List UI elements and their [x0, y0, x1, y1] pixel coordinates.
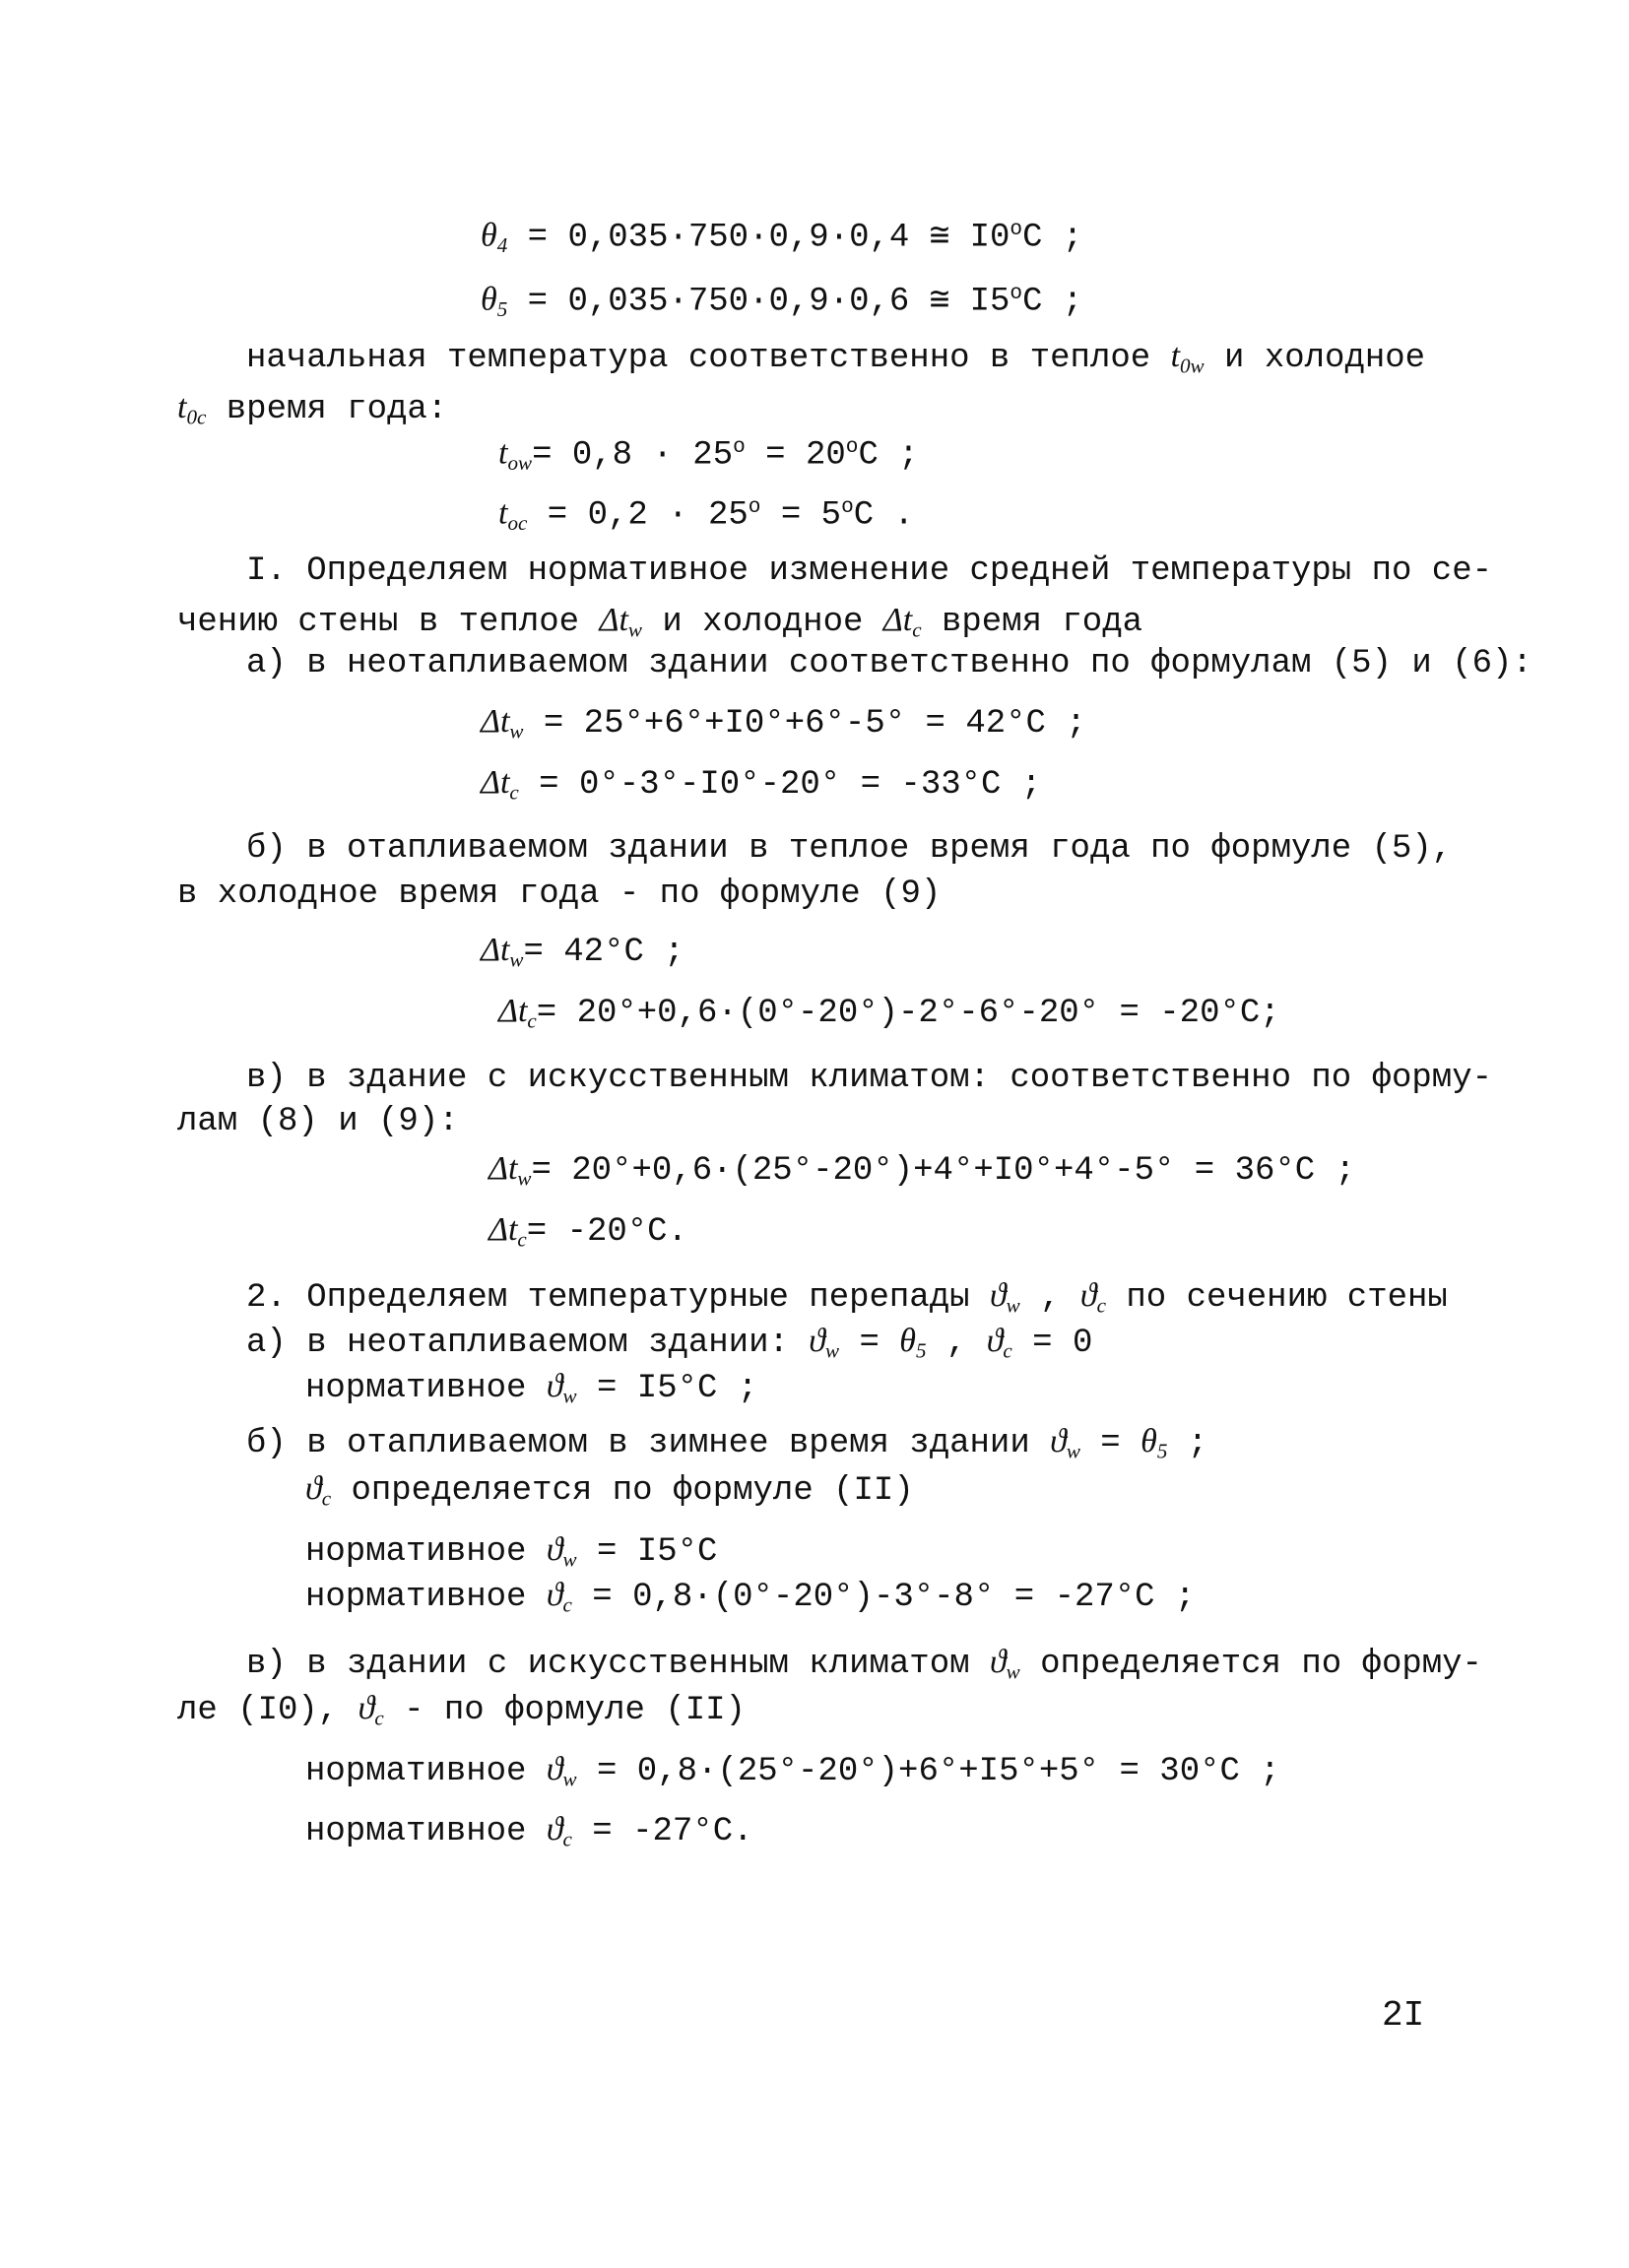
text: =	[1079, 1425, 1141, 1462]
text: - по формуле (II)	[383, 1692, 746, 1729]
symbol: ϑ	[809, 1323, 825, 1359]
section2-b-line1	[246, 1420, 1207, 1472]
symbol: θ	[481, 217, 497, 254]
section2-b-line2	[305, 1467, 914, 1520]
symbol: Δt	[882, 602, 913, 638]
subscript: w	[1006, 1659, 1020, 1684]
text: = -27°С.	[571, 1813, 753, 1850]
formula-theta5: $\theta_5 = 0,035\cdot 750\cdot 0,9\cdot 0,6$ ≅ I5$^o$С ;	[481, 281, 1083, 321]
symbol: ϑ	[1079, 1277, 1097, 1314]
subscript: 5	[496, 296, 508, 321]
subscript: c	[321, 1486, 332, 1511]
section1-c-formula2	[489, 1208, 687, 1261]
symbol: ϑ	[546, 1751, 563, 1787]
page-number: 2I	[1382, 1995, 1425, 2036]
section1-b-formula2	[498, 990, 1280, 1042]
expr: = 20°+0,6·(25°-20°)+4°+I0°+4°-5° = 36°С ;	[531, 1152, 1356, 1190]
text: и холодное	[641, 604, 883, 641]
expr: = 0,035·750·0,9·0,4 ≅ I0	[507, 219, 1010, 257]
symbol: t	[177, 389, 187, 425]
subscript: c	[562, 1827, 572, 1851]
subscript: w	[517, 1166, 532, 1191]
symbol: t	[1170, 338, 1181, 374]
text: = 0,8·(0°-20°)-3°-8° = -27°С ;	[571, 1579, 1196, 1616]
section1-c-line1: в) в здание с искусственным климатом: соответственно по форму-	[246, 1060, 1493, 1097]
unit: С ;	[858, 436, 919, 475]
symbol: ϑ	[305, 1470, 322, 1507]
subscript: c	[517, 1227, 527, 1252]
formula-theta4: $\theta_4 = 0,035\cdot 750\cdot 0,9\cdot 0,4$ ≅ I0$^o$С ;	[481, 217, 1083, 257]
section2-c-line4	[305, 1808, 753, 1860]
text: ле (I0),	[177, 1692, 358, 1729]
expr: = 20	[745, 436, 846, 475]
text: а) в неотапливаемом здании:	[246, 1325, 810, 1362]
text: ,	[1019, 1279, 1080, 1317]
text: время года	[921, 604, 1142, 641]
symbol: ϑ	[989, 1277, 1007, 1314]
section2-b-line4	[305, 1574, 1195, 1626]
text: = 0,8·(25°-20°)+6°+I5°+5° = 30°С ;	[576, 1753, 1280, 1790]
symbol: Δt	[489, 1211, 518, 1248]
subscript: w	[562, 1547, 577, 1572]
subscript: w	[1006, 1293, 1020, 1318]
text: = I5°С	[576, 1533, 718, 1571]
text: в) в здании с искусственным климатом	[246, 1646, 990, 1683]
text: нормативное	[305, 1370, 547, 1407]
formula-tow: $t_{ow}= 0,8 \cdot 25^o = 20^oС$ ;	[498, 434, 919, 475]
initial-temp-line2	[177, 386, 447, 438]
symbol: ϑ	[1050, 1423, 1067, 1459]
expr: = 0,035·750·0,9·0,6 ≅ I5	[507, 283, 1010, 321]
text: определяется по форму-	[1019, 1646, 1482, 1683]
text: чению стены в теплое	[177, 604, 600, 641]
subscript: 5	[1156, 1439, 1168, 1463]
formula-toc: $t_{oc} = 0,2 \cdot 25^o = 5^oС$ .	[498, 494, 914, 535]
subscript: w	[562, 1384, 577, 1408]
section2-c-line2	[177, 1687, 746, 1739]
symbol: Δt	[498, 993, 528, 1029]
unit: С ;	[1022, 283, 1083, 321]
symbol: ϑ	[546, 1577, 563, 1613]
section1-a-formula2	[481, 761, 1041, 813]
subscript: w	[1066, 1439, 1080, 1463]
symbol: θ	[481, 281, 497, 318]
symbol: ϑ	[986, 1323, 1004, 1359]
section1-c-formula1	[489, 1147, 1355, 1199]
symbol: ϑ	[358, 1690, 375, 1726]
section1-b-line1: б) в отапливаемом здании в теплое время года по формуле (5),	[246, 830, 1453, 868]
section1-line1: I. Определяем нормативное изменение средней температуры по се-	[246, 552, 1493, 590]
symbol: t	[498, 434, 508, 472]
initial-temp-line1	[246, 335, 1425, 387]
text: = I5°С ;	[576, 1370, 758, 1407]
symbol: ϑ	[546, 1811, 563, 1847]
subscript: 4	[496, 232, 508, 257]
subscript: 5	[915, 1338, 927, 1363]
subscript: c	[1003, 1338, 1012, 1363]
expr: = 5	[760, 496, 842, 535]
symbol: Δt	[489, 1150, 518, 1187]
text: нормативное	[305, 1753, 547, 1790]
expr: = 20°+0,6·(0°-20°)-2°-6°-20° = -20°С;	[536, 995, 1280, 1032]
symbol: Δt	[599, 602, 628, 638]
symbol: Δt	[481, 764, 510, 801]
section1-b-formula1	[481, 929, 684, 981]
text: по сечению стены	[1105, 1279, 1448, 1317]
text: время года:	[206, 391, 448, 428]
symbol: ϑ	[546, 1368, 563, 1404]
subscript: c	[509, 780, 519, 805]
symbol: θ	[899, 1323, 916, 1359]
section1-b-line2: в холодное время года - по формуле (9)	[177, 875, 942, 913]
text: = 0	[1011, 1325, 1093, 1362]
subscript: oc	[507, 510, 528, 535]
symbol: Δt	[481, 703, 510, 740]
text: нормативное	[305, 1533, 547, 1571]
expr: = -20°С.	[526, 1213, 687, 1251]
subscript: w	[509, 719, 524, 744]
expr: = 0,2 · 25	[527, 496, 749, 535]
subscript: c	[374, 1706, 384, 1730]
subscript: w	[509, 947, 524, 972]
subscript: 0w	[1180, 354, 1205, 378]
text: ,	[926, 1325, 987, 1362]
text: б) в отапливаемом в зимнее время здании	[246, 1425, 1051, 1462]
text: определяется по формуле (II)	[331, 1472, 914, 1510]
subscript: c	[1096, 1293, 1106, 1318]
expr: = 0°-3°-I0°-20° = -33°С ;	[518, 766, 1042, 804]
text: нормативное	[305, 1813, 547, 1850]
text: нормативное	[305, 1579, 547, 1616]
subscript: c	[912, 617, 922, 642]
unit: С .	[853, 496, 914, 535]
section2-a-line2	[305, 1365, 757, 1417]
text: 2. Определяем температурные перепады	[246, 1279, 990, 1317]
unit: С ;	[1022, 219, 1083, 257]
text: начальная температура соответственно в теплое	[246, 340, 1171, 377]
subscript: w	[627, 617, 642, 642]
symbol: θ	[1140, 1423, 1157, 1459]
text: =	[839, 1325, 900, 1362]
subscript: w	[824, 1338, 840, 1363]
subscript: 0c	[186, 405, 207, 429]
section1-a-text: а) в неотапливаемом здании соответственно по формулам (5) и (6):	[246, 645, 1532, 682]
section1-a-formula1	[481, 700, 1086, 752]
subscript: c	[562, 1592, 572, 1617]
text: и холодное	[1204, 340, 1426, 377]
section2-c-line1	[246, 1641, 1482, 1693]
subscript: ow	[507, 450, 533, 475]
symbol: t	[498, 494, 508, 532]
symbol: ϑ	[989, 1644, 1007, 1680]
text: ;	[1167, 1425, 1208, 1462]
section1-c-line2: лам (8) и (9):	[177, 1103, 459, 1140]
subscript: w	[562, 1767, 577, 1791]
symbol: ϑ	[546, 1531, 563, 1568]
symbol: Δt	[481, 932, 510, 968]
expr: = 0,8 · 25	[532, 436, 734, 475]
expr: = 25°+6°+I0°+6°-5° = 42°С ;	[523, 705, 1086, 743]
subscript: c	[527, 1008, 537, 1033]
section2-c-line3	[305, 1748, 1280, 1800]
expr: = 42°С ;	[523, 934, 684, 971]
